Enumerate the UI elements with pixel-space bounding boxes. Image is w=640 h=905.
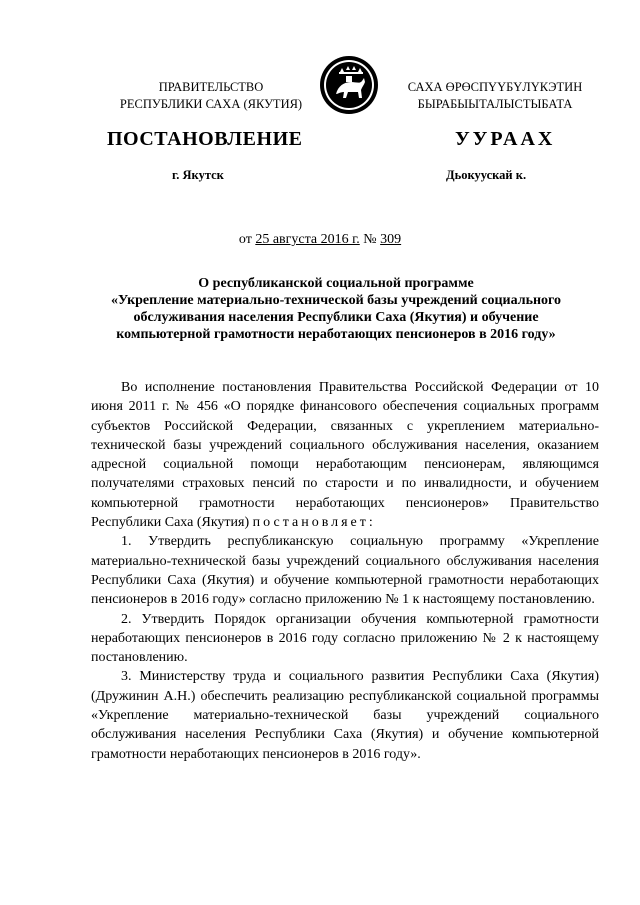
city-sakha: Дьокуускай к.: [446, 168, 527, 182]
government-line-2: РЕСПУБЛИКИ САХА (ЯКУТИЯ): [119, 97, 303, 111]
decree-date: 25 августа 2016 г.: [255, 232, 360, 247]
number-prefix: №: [363, 232, 377, 247]
decree-date-line: [0, 232, 640, 248]
item-3: 3. Министерству труда и социального развития Республики Саха (Якутия) (Дружинин А.Н.) обеспечить реализацию республиканской социальной программы «Укрепление материально-технической базы учреждений социального обслуживания населения Республики Саха (Якутия) и обучение компьютерной грамотности неработающих пенсионеров в 2016 году».: [91, 669, 599, 762]
document-type-russian: ПОСТАНОВЛЕНИЕ: [107, 128, 303, 150]
government-name-russian: [96, 79, 326, 113]
decree-body: [91, 378, 599, 764]
government-sakha-line-2: БЫРАБЫЫТАЛЫСТЫБАТА: [417, 97, 573, 111]
intro-paragraph: [91, 378, 599, 532]
government-sakha-line-1: САХА ӨРӨСПҮҮБҮЛҮКЭТИН: [407, 80, 583, 94]
decree-word: постановляет:: [252, 515, 376, 531]
decree-number: 309: [380, 232, 402, 247]
heading-line-2: «Укрепление материально-технической базы учреждений социального: [110, 293, 562, 308]
heading-line-1: О республиканской социальной программе: [198, 276, 474, 291]
heading-line-4: компьютерной грамотности неработающих пенсионеров в 2016 году»: [116, 327, 556, 342]
government-line-1: ПРАВИТЕЛЬСТВО: [158, 80, 264, 94]
intro-text: Во исполнение постановления Правительства Российской Федерации от 10 июня 2011 г. № 456 «О порядке финансового обеспечения социальных программ субъектов Российской Федерации, связанных с укреплением материально-технической базы учреждений социального обслуживания населения, оказанием адресной социальной помощи неработающим пенсионерам, являющимся получателями страховых пенсий по старости и по инвалидности, и обучением компьютерной грамотности неработающих пенсионеров» Правительство Республики Саха (Якутия): [91, 380, 599, 531]
date-prefix: от: [238, 232, 252, 247]
coat-of-arms-icon: [318, 54, 380, 116]
item-1: 1. Утвердить республиканскую социальную программу «Укрепление материально-технической базы учреждений социального обслуживания населения Республики Саха (Якутия) и обучение компьютерной грамотности неработающих пенсионеров в 2016 году» согласно приложению № 1 к настоящему постановлению.: [91, 534, 599, 608]
document-type-sakha: УУРААХ: [455, 128, 556, 150]
government-name-sakha: [390, 79, 600, 113]
heading-line-3: обслуживания населения Республики Саха (Якутия) и обучение: [133, 310, 539, 325]
city-russian: г. Якутск: [172, 168, 224, 182]
item-2: 2. Утвердить Порядок организации обучения компьютерной грамотности неработающих пенсионеров в 2016 году согласно приложению № 2 к настоящему постановлению.: [91, 611, 599, 666]
decree-heading: [86, 275, 586, 343]
